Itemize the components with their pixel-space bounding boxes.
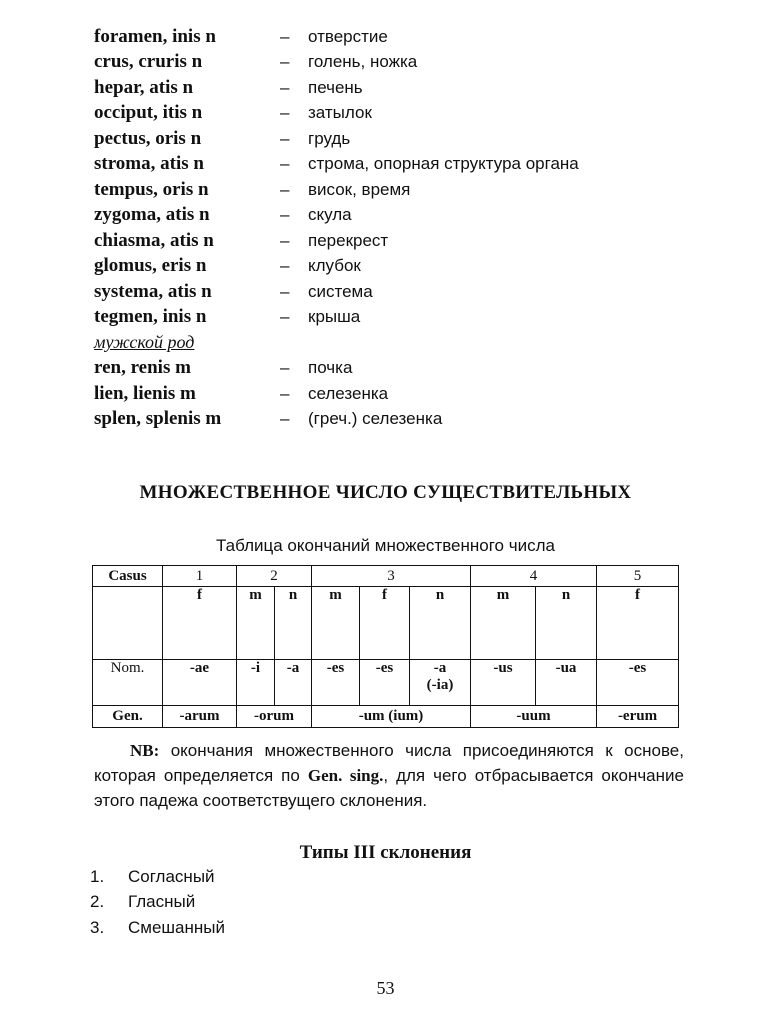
vocab-meaning: затылок	[308, 103, 372, 123]
ending-cell-with-variant	[410, 660, 471, 706]
vocab-row	[94, 152, 694, 178]
ending-cell: -uum	[471, 706, 597, 728]
vocab-term: foramen, inis n	[94, 25, 216, 47]
gender-cell: f	[360, 587, 410, 660]
vocab-term: lien, lienis m	[94, 382, 196, 404]
vocab-dash: –	[280, 358, 290, 378]
declension-cell: 3	[312, 566, 471, 587]
vocab-row	[94, 177, 694, 203]
vocab-row	[94, 381, 694, 407]
table-caption: Таблица окончаний множественного числа	[216, 536, 555, 555]
vocab-dash: –	[280, 383, 290, 403]
ending-cell: -orum	[237, 706, 312, 728]
list-item	[90, 864, 225, 890]
vocab-dash: –	[280, 205, 290, 225]
ending-cell: -arum	[163, 706, 237, 728]
masculine-heading-row	[94, 330, 694, 356]
vocab-term: crus, cruris n	[94, 51, 203, 73]
vocab-meaning: скула	[308, 205, 352, 225]
vocab-meaning: крыша	[308, 307, 361, 327]
vocab-term: splen, splenis m	[94, 408, 222, 430]
section-title: МНОЖЕСТВЕННОЕ ЧИСЛО СУЩЕСТВИТЕЛЬНЫХ	[139, 482, 632, 503]
vocab-term: chiasma, atis n	[94, 229, 214, 251]
gender-cell: f	[163, 587, 237, 660]
list-item	[90, 890, 225, 916]
vocab-meaning: грудь	[308, 128, 351, 148]
gender-cell: f	[597, 587, 679, 660]
ending-cell: -es	[312, 660, 360, 706]
ending-cell: -i	[237, 660, 275, 706]
gender-cell: m	[237, 587, 275, 660]
list-number: 3.	[90, 917, 105, 937]
vocab-meaning: печень	[308, 77, 363, 97]
vocab-row	[94, 203, 694, 229]
genitive-row	[93, 706, 679, 728]
gender-row	[93, 587, 679, 660]
vocab-term: glomus, eris n	[94, 255, 207, 277]
vocab-dash: –	[280, 128, 290, 148]
vocab-term: systema, atis n	[94, 280, 212, 302]
declension-header-row	[93, 566, 679, 587]
vocab-meaning: отверстие	[308, 26, 388, 46]
vocab-term: tegmen, inis n	[94, 306, 207, 328]
ending-cell: -es	[360, 660, 410, 706]
declension-cell: 1	[163, 566, 237, 587]
vocab-dash: –	[280, 52, 290, 72]
gender-cell: n	[410, 587, 471, 660]
list-number: 2.	[90, 892, 105, 912]
vocab-row	[94, 24, 694, 50]
vocab-meaning: система	[308, 281, 373, 301]
gender-cell: m	[312, 587, 360, 660]
vocab-row	[94, 75, 694, 101]
masculine-heading: мужской род	[94, 332, 195, 353]
vocab-meaning: строма, опорная структура органа	[308, 154, 579, 174]
ending-cell: -a	[275, 660, 312, 706]
vocab-meaning: голень, ножка	[308, 52, 418, 72]
list-item	[90, 915, 225, 941]
vocab-term: zygoma, atis n	[94, 204, 210, 226]
nominative-row	[93, 660, 679, 706]
vocab-meaning: висок, время	[308, 179, 411, 199]
gender-cell: n	[275, 587, 312, 660]
gender-cell: n	[536, 587, 597, 660]
vocab-meaning: селезенка	[308, 383, 389, 403]
ending-cell: -ae	[163, 660, 237, 706]
list-label: Согласный	[128, 866, 215, 886]
vocab-dash: –	[280, 281, 290, 301]
vocab-row	[94, 228, 694, 254]
ending-value: -a	[433, 660, 447, 676]
vocab-dash: –	[280, 179, 290, 199]
vocab-term: hepar, atis n	[94, 76, 194, 98]
vocab-dash: –	[280, 26, 290, 46]
types-title: Типы III склонения	[299, 842, 472, 863]
vocab-meaning: почка	[308, 358, 353, 378]
nb-note	[94, 738, 684, 813]
vocab-row	[94, 407, 694, 433]
vocab-dash: –	[280, 103, 290, 123]
casus-header: Casus	[93, 566, 163, 587]
declension-cell: 2	[237, 566, 312, 587]
list-number: 1.	[90, 866, 105, 886]
vocab-dash: –	[280, 409, 290, 429]
vocab-term: occiput, itis n	[94, 102, 203, 124]
vocab-term: stroma, atis n	[94, 153, 204, 175]
vocab-meaning: перекрест	[308, 230, 389, 250]
vocab-dash: –	[280, 256, 290, 276]
nom-label: Nom.	[93, 660, 163, 706]
vocab-meaning: клубок	[308, 256, 361, 276]
plural-endings-table	[92, 565, 679, 728]
vocab-dash: –	[280, 77, 290, 97]
nb-bold-term: Gen. sing.	[307, 766, 384, 785]
vocab-term: pectus, oris n	[94, 127, 202, 149]
ending-cell: -us	[471, 660, 536, 706]
vocab-dash: –	[280, 230, 290, 250]
vocab-row	[94, 279, 694, 305]
ending-variant: (-ia)	[426, 677, 454, 693]
vocab-row	[94, 305, 694, 331]
gen-label: Gen.	[93, 706, 163, 728]
nb-text-before: окончания множественного числа присоединяются к основе, которая определяется по	[94, 741, 684, 785]
vocab-term: tempus, oris n	[94, 178, 209, 200]
nb-label: NB:	[130, 741, 160, 760]
vocab-row	[94, 356, 694, 382]
vocab-meaning: (греч.) селезенка	[308, 409, 443, 429]
list-label: Гласный	[128, 892, 196, 912]
vocabulary-list	[94, 24, 694, 432]
page-number: 53	[376, 978, 395, 998]
nb-text-after: , для чего отбрасывается окончание этого падежа соответствущего склонения.	[94, 766, 684, 810]
gender-cell: m	[471, 587, 536, 660]
list-label: Смешанный	[128, 917, 226, 937]
vocab-row	[94, 254, 694, 280]
vocab-row	[94, 101, 694, 127]
ending-cell: -erum	[597, 706, 679, 728]
empty-cell	[93, 587, 163, 660]
vocab-term: ren, renis m	[94, 357, 191, 379]
ending-cell: -ua	[536, 660, 597, 706]
declension-cell: 4	[471, 566, 597, 587]
types-list	[90, 864, 225, 941]
vocab-row	[94, 50, 694, 76]
vocab-dash: –	[280, 154, 290, 174]
ending-cell: -es	[597, 660, 679, 706]
ending-cell: -um (ium)	[312, 706, 471, 728]
vocab-dash: –	[280, 307, 290, 327]
vocab-row	[94, 126, 694, 152]
declension-cell: 5	[597, 566, 679, 587]
